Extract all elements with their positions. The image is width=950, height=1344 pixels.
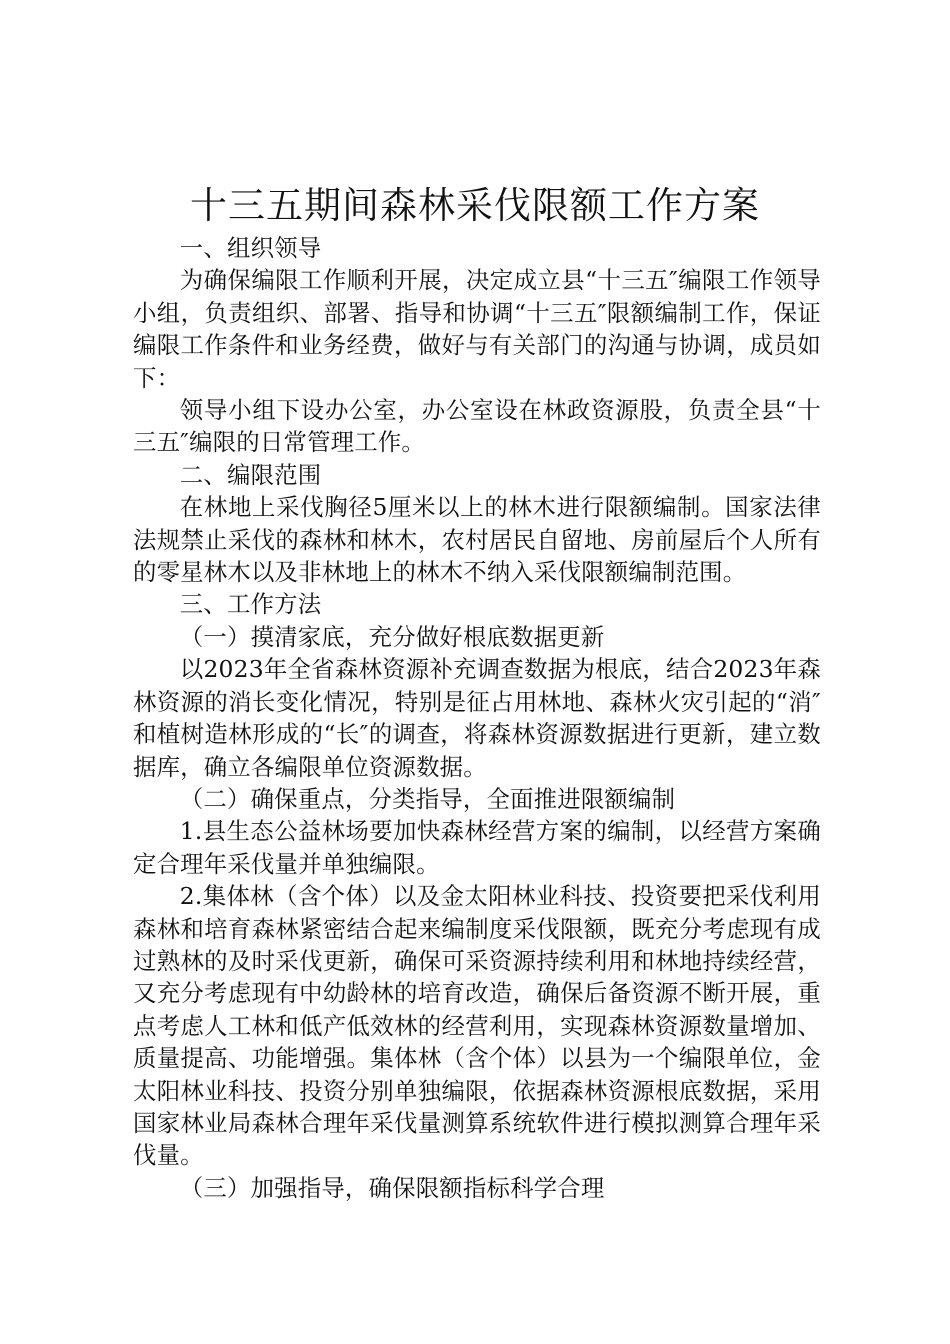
paragraph-office: 领导小组下设办公室，办公室设在林政资源股，负责全县“十三五″编限的日常管理工作。 bbox=[133, 396, 821, 457]
list-item-2: 2.集体林（含个体）以及金太阳林业科技、投资要把采伐利用森林和培育森林紧密结合起来编制度采伐限额，既充分考虑现有成过熟林的及时采伐更新，确保可采资源持续利用和林地持续经营，又充分考虑现有中幼龄林的培育改造，确保后备资源不断开展，重点考虑人工林和低产低效林的经营利用，实现森林资源数量增加、质量提高、功能增强。集体林（含个体）以县为一个编限单位，金太阳林业科技、投资分别单独编限，依据森林资源根底数据，采用国家林业局森林合理年采伐量测算系统软件进行模拟测算合理年采伐量。 bbox=[133, 882, 821, 1170]
document-body bbox=[133, 232, 821, 1204]
paragraph-leading-group: 为确保编限工作顺利开展，决定成立县“十三五″编限工作领导小组，负责组织、部署、指导和协调“十三五″限额编制工作，保证编限工作条件和业务经费，做好与有关部门的沟通与协调，成员如下： bbox=[133, 266, 821, 392]
section-heading-organization: 一、组织领导 bbox=[179, 234, 322, 262]
subheading-key-points: （二）确保重点，分类指导，全面推进限额编制 bbox=[179, 784, 676, 813]
document-title: 十三五期间森林采伐限额工作方案 bbox=[190, 184, 760, 227]
section-heading-scope: 二、编限范围 bbox=[179, 460, 322, 489]
subheading-guidance: （三）加强指导，确保限额指标科学合理 bbox=[179, 1173, 605, 1202]
list-item-1: 1.县生态公益林场要加快森林经营方案的编制，以经营方案确定合理年采伐量并单独编限。 bbox=[133, 817, 821, 878]
subheading-baseline-data: （一）摸清家底，充分做好根底数据更新 bbox=[179, 622, 605, 651]
section-heading-methods: 三、工作方法 bbox=[179, 590, 322, 619]
paragraph-baseline-data: 以2023年全省森林资源补充调查数据为根底，结合2023年森林资源的消长变化情况，特别是征占用林地、森林火灾引起的“消″和植树造林形成的“长″的调查，将森林资源数据进行更新，建立数据库，确立各编限单位资源数据。 bbox=[133, 655, 821, 781]
paragraph-scope: 在林地上采伐胸径5厘米以上的林木进行限额编制。国家法律法规禁止采伐的森林和林木，农村居民自留地、房前屋后个人所有的零星林木以及非林地上的林木不纳入采伐限额编制范围。 bbox=[133, 493, 821, 587]
